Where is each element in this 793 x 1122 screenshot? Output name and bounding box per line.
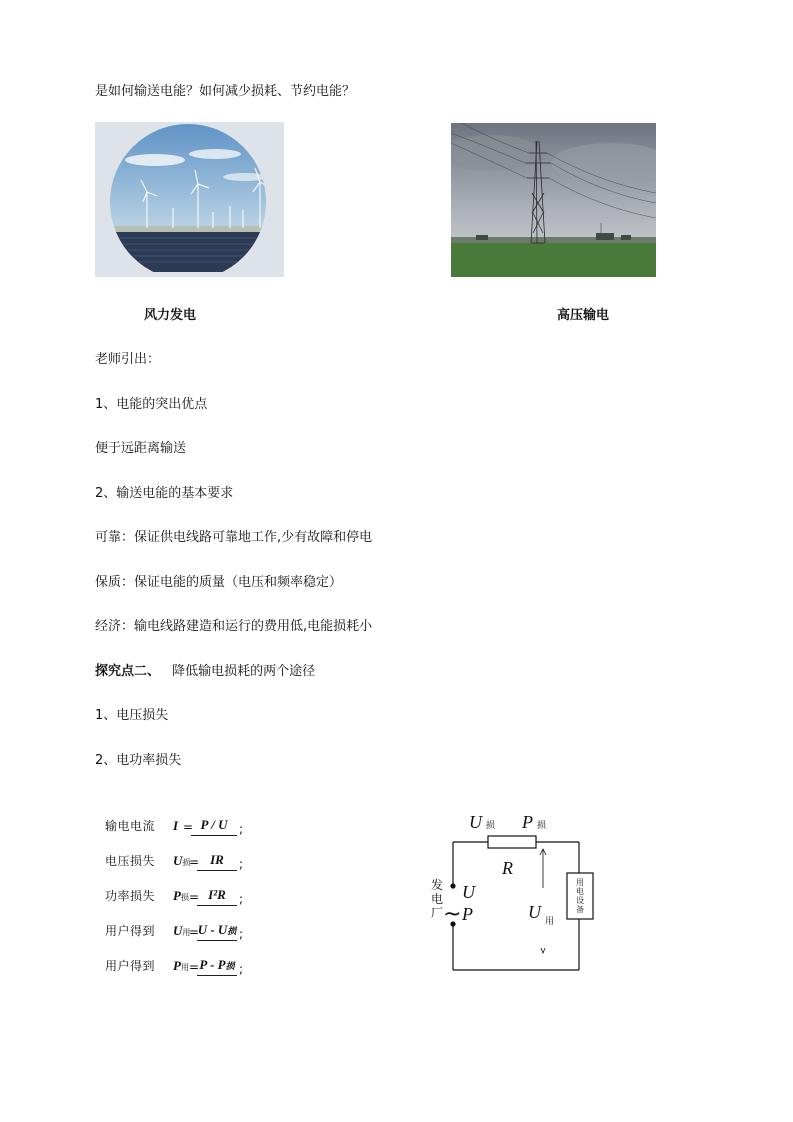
formula-semicolon: ; — [239, 857, 244, 871]
formula-row — [105, 952, 255, 978]
label-power-plant: 发 电 厂 — [430, 878, 443, 920]
section-2-item-2: 2、电功率损失 — [95, 753, 182, 768]
point-1-heading: 1、电能的突出优点 — [95, 397, 208, 412]
section-2-item-1: 1、电压损失 — [95, 708, 169, 723]
label-u-loss: U损 — [469, 812, 496, 832]
ac-source-icon: ~ — [443, 902, 462, 927]
circuit-diagram — [420, 808, 610, 978]
formula-semicolon: ; — [239, 822, 244, 836]
formula-variable: U用 — [173, 923, 191, 938]
label-source-u: U — [462, 882, 475, 902]
label-source-p: P — [462, 904, 473, 924]
formula-equals: = — [189, 855, 200, 869]
point-1-detail: 便于远距离输送 — [95, 441, 187, 456]
wind-power-photo — [95, 122, 284, 277]
formula-label: 输电电流 — [105, 819, 156, 833]
formula-semicolon: ; — [239, 962, 244, 976]
formula-label: 用户得到 — [105, 959, 156, 973]
formula-row — [105, 882, 255, 908]
formula-semicolon: ; — [239, 927, 244, 941]
formula-semicolon: ; — [239, 892, 244, 906]
label-electrical-device: 用 电 设 备 — [576, 878, 584, 914]
caption-high-voltage: 高压输电 — [557, 308, 610, 323]
formula-row — [105, 917, 255, 943]
section-2-title: 探究点二、 — [95, 664, 161, 679]
label-resistor: R — [502, 858, 513, 878]
requirement-economic: 经济：输电线路建造和运行的费用低,电能损耗小 — [95, 619, 373, 634]
section-2-heading — [95, 660, 315, 679]
formula-answer: P / U — [191, 817, 237, 836]
teacher-intro: 老师引出： — [95, 352, 161, 367]
formula-row — [105, 847, 255, 873]
formula-equals: = — [189, 890, 200, 904]
formula-equals: = — [189, 925, 200, 939]
formula-answer: P - P损 — [197, 957, 237, 976]
formula-label: 功率损失 — [105, 889, 156, 903]
formula-variable: I — [173, 818, 179, 833]
formula-equals: = — [183, 820, 194, 834]
requirement-quality: 保质：保证电能的质量（电压和频率稳定） — [95, 575, 343, 590]
formula-equals: = — [189, 960, 200, 974]
caption-wind-power: 风力发电 — [144, 308, 197, 323]
formula-answer: IR — [197, 852, 237, 871]
requirement-reliable: 可靠：保证供电线路可靠地工作,少有故障和停电 — [95, 530, 373, 545]
label-u-use: U $_用$ — [528, 902, 555, 927]
section-2-subtitle: 降低输电损耗的两个途径 — [172, 664, 316, 679]
formula-answer: U - U损 — [197, 922, 237, 941]
formula-label: 用户得到 — [105, 924, 156, 938]
point-2-heading: 2、输送电能的基本要求 — [95, 486, 234, 501]
intro-question: 是如何输送电能？如何减少损耗、节约电能？ — [95, 84, 356, 99]
formula-answer: I²R — [197, 887, 237, 906]
label-p-loss: P损 — [522, 812, 547, 832]
transmission-tower-photo — [451, 123, 656, 277]
formula-variable: P损 — [173, 888, 189, 903]
formula-variable: U损 — [173, 853, 191, 868]
formula-label: 电压损失 — [105, 854, 156, 868]
formula-variable: P用 — [173, 958, 189, 973]
formula-row — [105, 812, 255, 838]
